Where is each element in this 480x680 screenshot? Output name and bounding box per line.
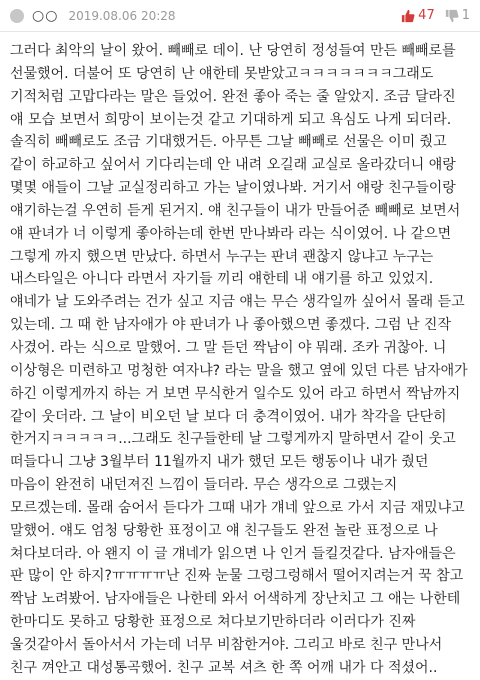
comment-body: 그러다 최악의 날이 왔어. 빼빼로 데이. 난 당연히 정성들여 만든 빼빼로를 선물했어. 더불어 또 당연히 난 얘한테 못받았고ㅋㅋㅋㅋㅋㅋㅋ그래도 기적처럼 고맙다라는 말은 들었어. 완전 좋아 죽는 줄 알았지. 조금 달라진 얘 모습 보면서 희망이 보이는것 같고 기대하게 되고 욕심도 나게 되더라. 솔직히 빼빼로도 조금 기대했거든. 아무튼 그날 빼빼로 선물은 이미 줬고 같이 하교하고 싶어서 기다리는데 안 내려 오길래 교실로 올라갔더니 얘랑 몇몇 애들이 그날 교실정리하고 가는 날이였나봐. 거기서 얘랑 친구들이랑 얘기하는걸 우연히 듣게 된거지. 얘 친구들이 내가 만들어준 빼빼로 보면서 얘 판녀가 너 이렇게 좋아하는데 한번 만나봐라 라는 식이였어. 나 같으면 그렇게 까지 했으면 만났다. 하면서 누구는 판녀 괜찮지 않냐고 누구는 내스타일은 아니다 라면서 자기들 끼리 얘한테 내 얘기를 하고 있었지. 얘네가 날 도와주려는 건가 싶고 지금 얘는 무슨 생각일까 싶어서 몰래 듣고 있는데. 그 때 한 남자애가 야 판녀가 나 좋아했으면 좋겠다. 그럼 난 진작 사겼어. 라는 식으로 말했어. 그 말 듣던 짝남이 야 뭐래. 조카 귀찮아. 니 이상형은 미련하고 멍청한 여자냐? 라는 말을 했고 옆에 있던 다른 남자애가 하긴 이렇게까지 하는 거 보면 무식한거 일수도 있어 라고 하면서 짝남까지 같이 웃더라. 그 날이 비오던 날 보다 더 충격이였어. 내가 착각을 단단히 한거지ㅋㅋㅋㅋㅋ...그래도 친구들한테 날 그렇게까지 말하면서 같이 웃고 떠들다니 그냥 3월부터 11월까지 내가 했던 모든 행동이나 내가 줬던 마음이 완전히 내던져진 느낌이 들더라. 무슨 생각으로 그랬는지 모르겠는데. 몰래 숨어서 듣다가 그때 내가 걔네 앞으로 가서 지금 재밌냐고 말했어. 얘도 엄청 당황한 표정이고 얘 친구들도 완전 놀란 표정으로 나 쳐다보더라. 아 왠지 이 글 걔네가 읽으면 나 인거 들킬것같다. 남자애들은 판 많이 안 하지?ㅠㅠㅠㅠ난 진짜 눈물 그렁그렁해서 떨어지려는거 꾹 참고 짝남 노려봤어. 남자애들은 나한테 와서 어색하게 장난치고 그 애는 나한테 한마디도 못하고 당황한 표정으로 쳐다보기만하더라 이러다가 진짜 울것같아서 돌아서서 가는데 너무 비참한거야. 그리고 바로 친구 만나서 친구 껴안고 대성통곡했어. 친구 교복 셔츠 한 쪽 어깨 내가 다 적셨어.. — [10, 43, 473, 676]
comment-date: 2019.08.06 20:28 — [68, 8, 176, 23]
thumbs-down-icon — [445, 9, 459, 23]
downvote-button[interactable] — [445, 8, 470, 23]
downvote-count: 1 — [461, 8, 470, 23]
comment-header — [0, 0, 480, 32]
thumbs-up-icon — [401, 9, 415, 23]
upvote-count: 47 — [418, 8, 435, 23]
vote-group — [401, 8, 470, 23]
upvote-button[interactable] — [401, 8, 435, 23]
avatar — [10, 9, 24, 23]
comment-author: ○○ — [32, 7, 59, 24]
